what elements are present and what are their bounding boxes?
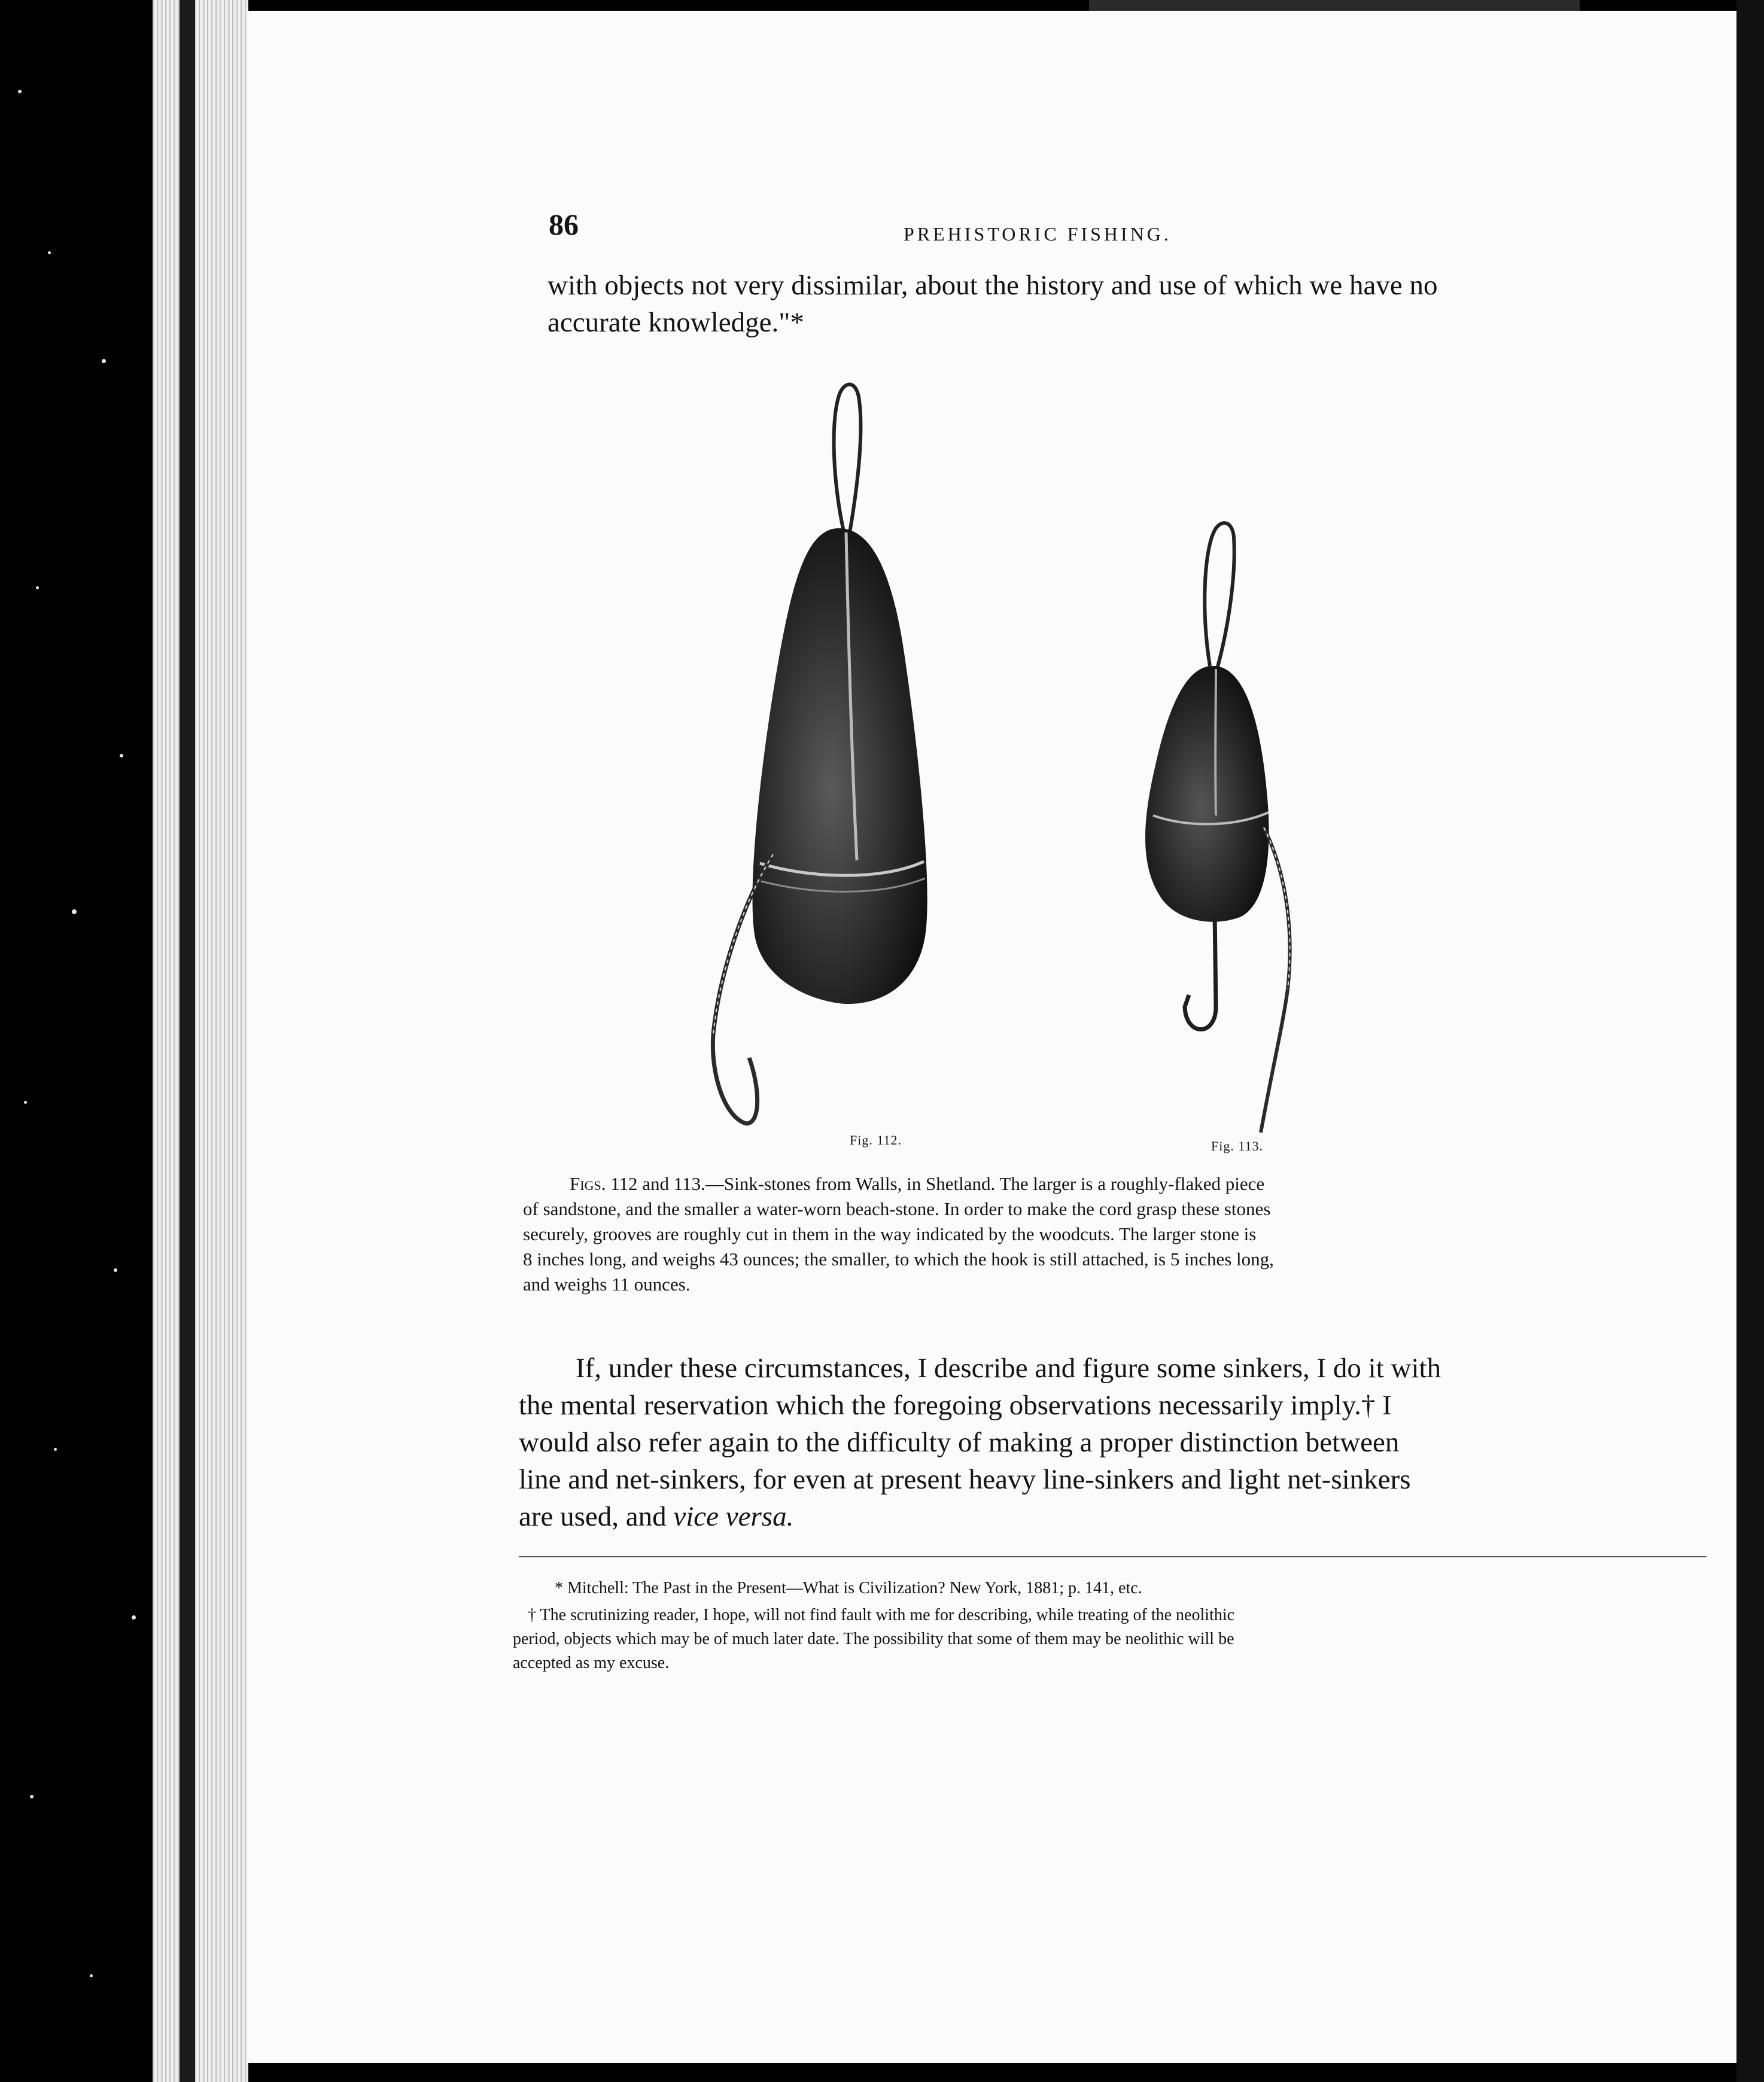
page-stack-edge [153,0,248,2082]
paragraph-line-2: the mental reservation which the foregoing observations necessarily imply.† I [519,1390,1392,1421]
figure-113-label: Fig. 113. [1211,1139,1264,1153]
footnote-rule [519,1556,1707,1557]
paragraph-line-1: If, under these circumstances, I describe and figure some sinkers, I do it with [576,1353,1441,1384]
figure-112-sink-stone [689,376,941,1130]
scan-right-shadow [1736,0,1764,2082]
caption-line-1 [570,1171,1264,1197]
caption-line-1-text: 112 and 113.—Sink-stones from Walls, in Shetland. The larger is a roughly-flaked piece [610,1173,1265,1194]
paragraph-line-5-text: are used, and [519,1501,667,1532]
footnote-2-line-3: accepted as my excuse. [513,1654,670,1672]
caption-lead: Figs. [570,1173,606,1194]
binding-shadow [180,0,195,2082]
caption-line-3: securely, grooves are roughly cut in them in the way indicated by the woodcuts. The larger stone is [523,1223,1257,1244]
figure-113-sink-stone [1126,516,1330,1145]
footnote-2-line-2: period, objects which may be of much later date. The possibility that some of them may be neolithic will be [513,1630,1234,1648]
footnote-2-line-1: † The scrutinizing reader, I hope, will not find fault with me for describing, while treating of the neolithic [528,1606,1235,1624]
caption-line-2: of sandstone, and the smaller a water-worn beach-stone. In order to make the cord grasp these stones [523,1198,1271,1219]
running-head: PREHISTORIC FISHING. [904,223,1172,245]
page-number: 86 [549,208,579,241]
opening-line-2: accurate knowledge."* [548,307,804,338]
paragraph-line-4: line and net-sinkers, for even at present heavy line-sinkers and light net-sinkers [519,1464,1411,1495]
paragraph-italic: vice versa. [673,1501,794,1532]
paragraph-line-3: would also refer again to the difficulty of making a proper distinction between [519,1427,1400,1458]
caption-line-5: and weighs 11 ounces. [523,1274,691,1295]
paragraph-line-5 [519,1498,793,1535]
figure-112-label: Fig. 112. [850,1133,902,1147]
opening-line-1: with objects not very dissimilar, about the history and use of which we have no [548,270,1438,301]
caption-line-4: 8 inches long, and weighs 43 ounces; the smaller, to which the hook is still attached, is 5 inches long, [523,1249,1274,1270]
footnote-1: * Mitchell: The Past in the Present—What is Civilization? New York, 1881; p. 141, etc. [555,1579,1142,1597]
book-page [247,11,1736,2063]
